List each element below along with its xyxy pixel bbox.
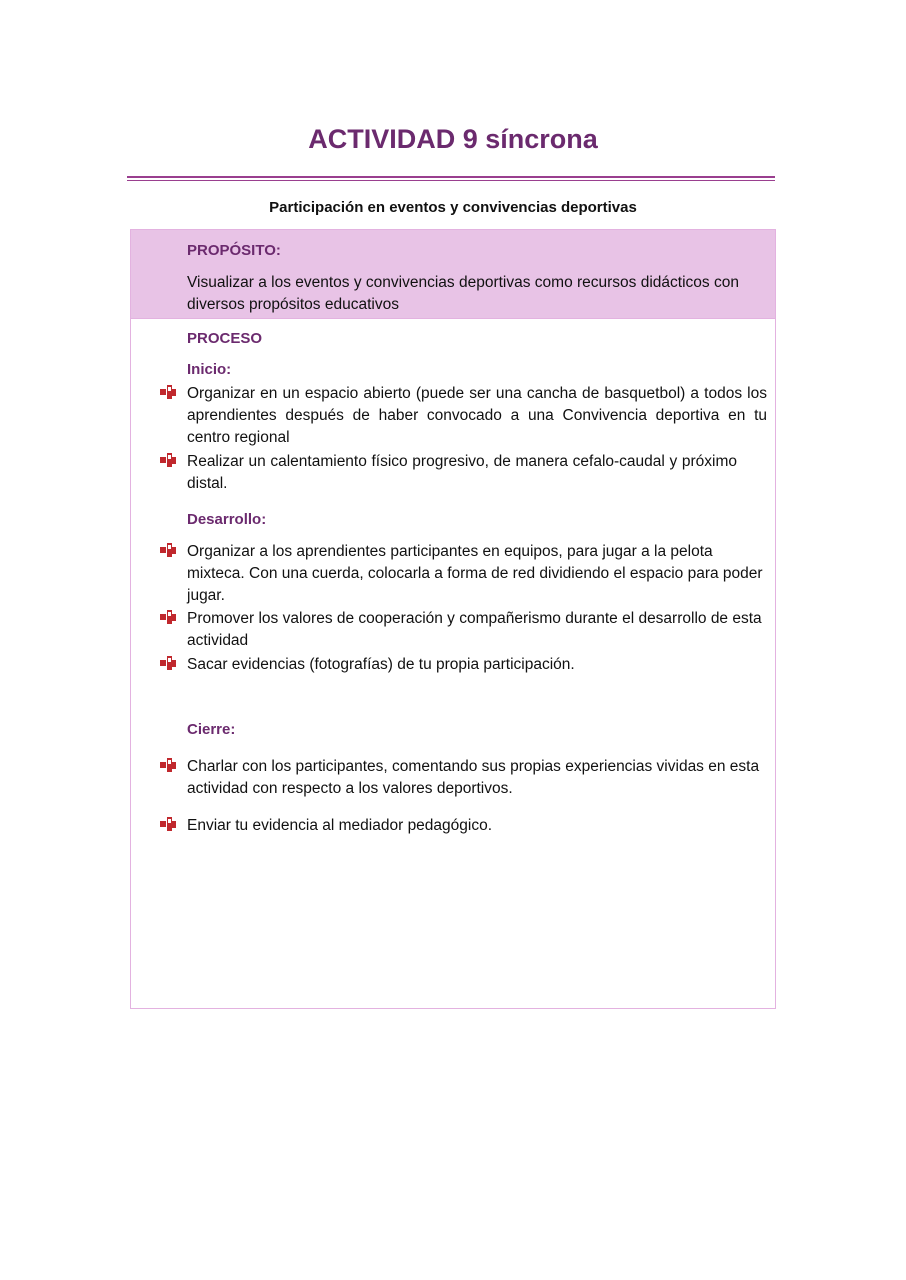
desarrollo-item-1: Organizar a los aprendientes participantes en equipos, para jugar a la pelota mixteca. Con una cuerda, colocarla a forma de red dividiendo el espacio para poder jugar.	[187, 543, 763, 604]
purpose-label: PROPÓSITO:	[187, 242, 281, 259]
activity-box	[130, 229, 776, 1009]
bullet-icon	[159, 816, 177, 832]
desarrollo-label: Desarrollo:	[187, 511, 267, 528]
inicio-label: Inicio:	[187, 361, 232, 378]
desarrollo-item-3: Sacar evidencias (fotografías) de tu propia participación.	[187, 656, 575, 673]
purpose-section	[131, 230, 775, 319]
title-rule-thin	[127, 180, 775, 181]
cierre-label: Cierre:	[187, 721, 236, 738]
desarrollo-item-2: Promover los valores de cooperación y compañerismo durante el desarrollo de esta actividad	[187, 610, 762, 649]
process-label: PROCESO	[187, 330, 263, 347]
page-title: ACTIVIDAD 9 síncrona	[308, 124, 598, 154]
bullet-icon	[159, 542, 177, 558]
bullet-icon	[159, 757, 177, 773]
inicio-item-2: Realizar un calentamiento físico progresivo, de manera cefalo-caudal y próximo distal.	[187, 453, 737, 492]
subtitle: Participación en eventos y convivencias deportivas	[269, 199, 637, 216]
purpose-text: Visualizar a los eventos y convivencias deportivas como recursos didácticos con diversos propósitos educativos	[187, 274, 739, 313]
inicio-item-1: Organizar en un espacio abierto (puede ser una cancha de basquetbol) a todos los aprendientes después de haber convocado a una Convivencia deportiva en tu centro regional	[187, 385, 767, 446]
cierre-item-1: Charlar con los participantes, comentando sus propias experiencias vividas en esta actividad con respecto a los valores deportivos.	[187, 758, 760, 797]
bullet-icon	[159, 384, 177, 400]
cierre-item-2: Enviar tu evidencia al mediador pedagógico.	[187, 817, 493, 834]
bullet-icon	[159, 609, 177, 625]
bullet-icon	[159, 655, 177, 671]
bullet-icon	[159, 452, 177, 468]
title-rule	[127, 176, 775, 178]
